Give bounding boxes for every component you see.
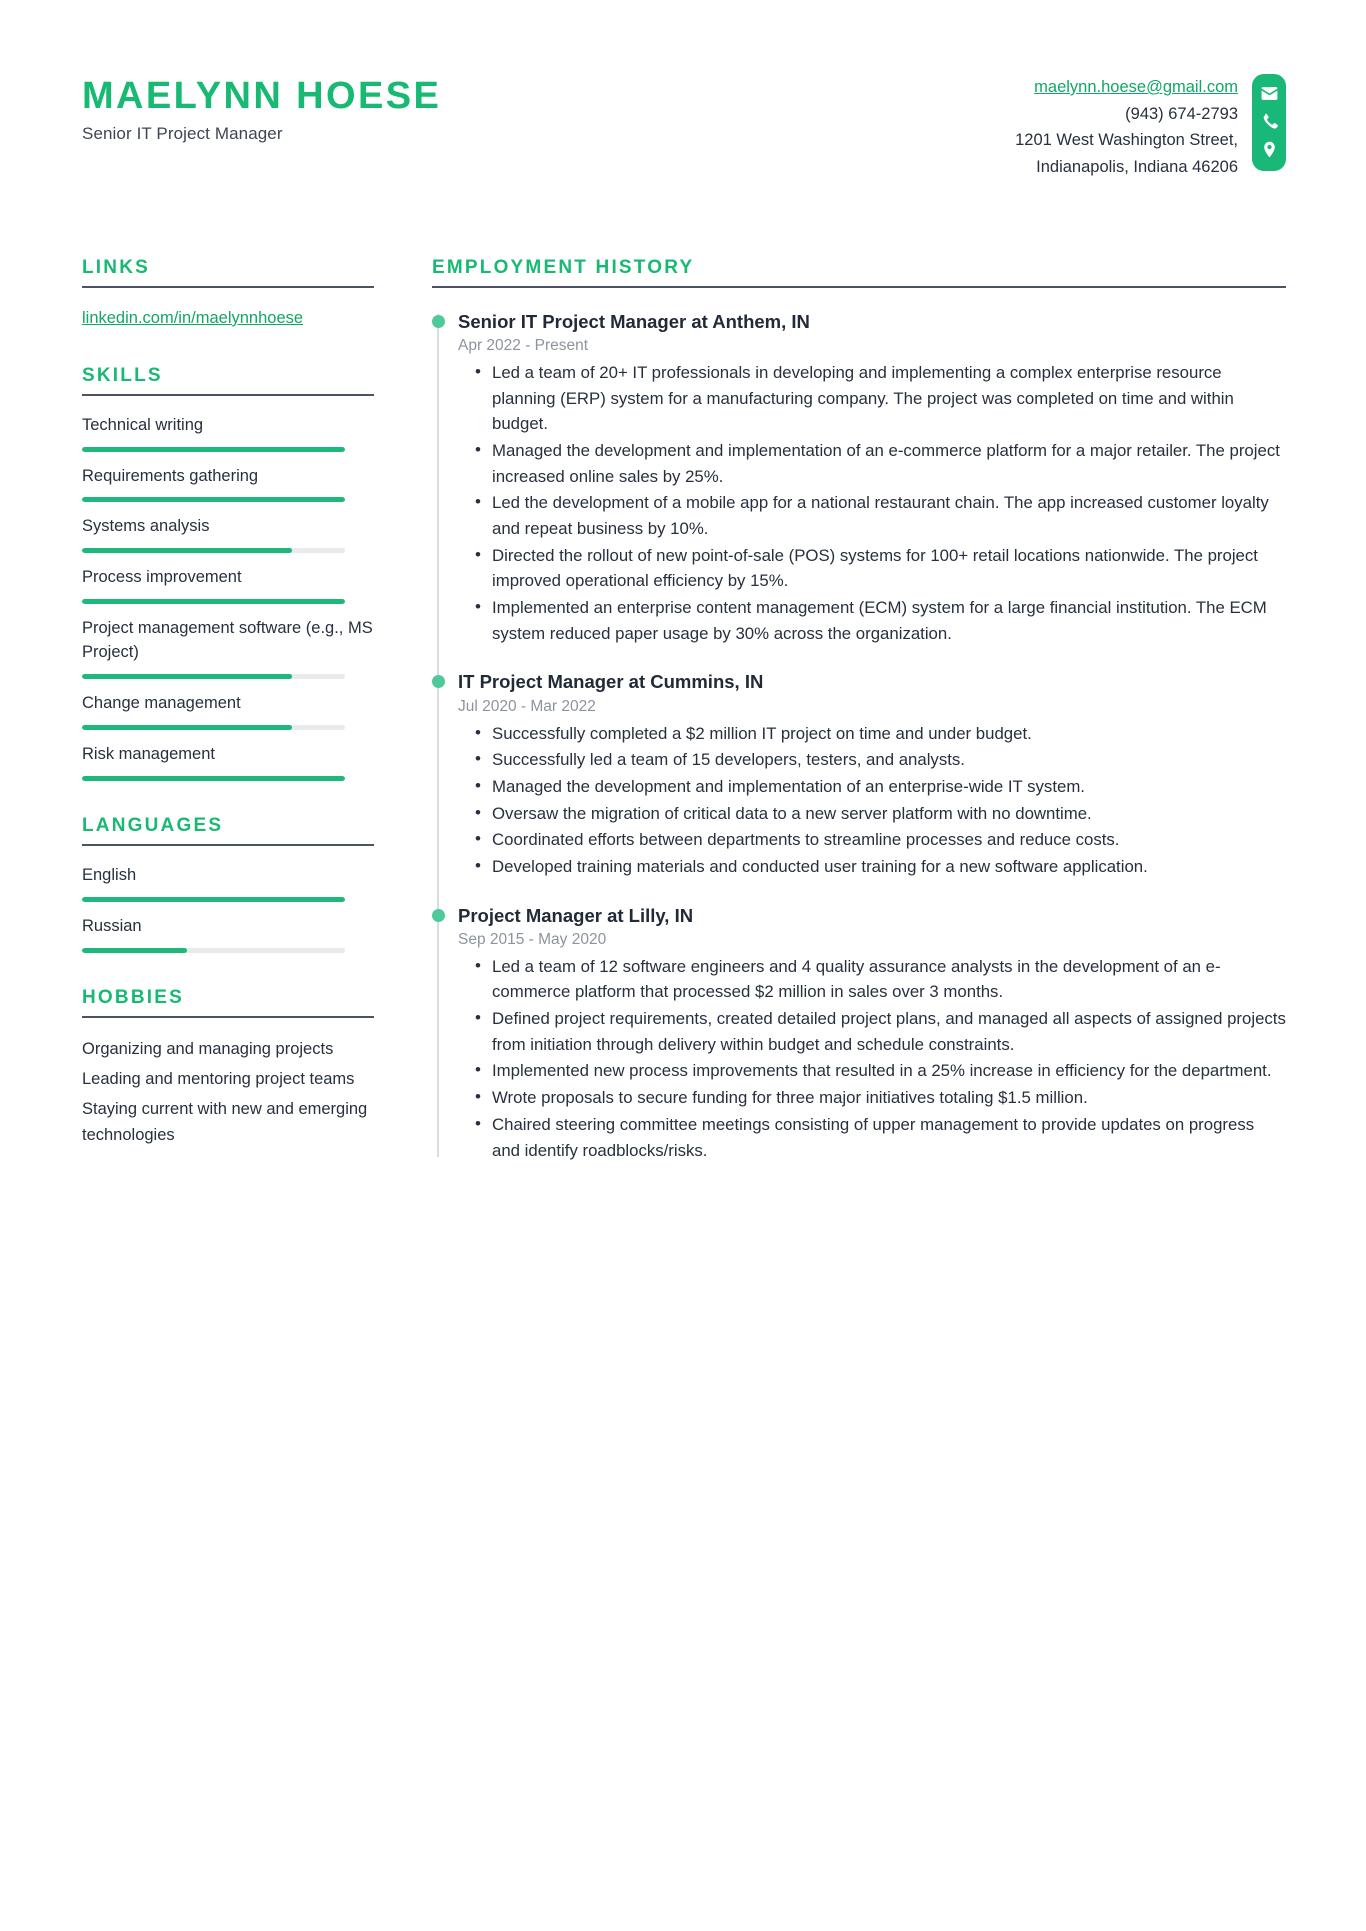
main-column	[374, 257, 1286, 1197]
hobbies-section-title: HOBBIES	[82, 986, 184, 1008]
job-entry	[458, 670, 1286, 879]
employment-timeline	[432, 310, 1286, 1163]
identity-block	[82, 58, 441, 144]
contact-icon-strip	[1252, 74, 1286, 171]
skill-level-bar	[82, 548, 345, 553]
job-heading: Senior IT Project Manager at Anthem, IN	[458, 310, 810, 332]
language-label: English	[82, 866, 137, 884]
language-level-fill	[82, 897, 345, 902]
link-item[interactable]: linkedin.com/in/maelynnhoese	[82, 308, 304, 327]
skill-label: Project management software (e.g., MS Project)	[82, 619, 373, 662]
skill-item	[82, 566, 374, 604]
skill-level-fill	[82, 548, 292, 553]
timeline-dot-icon	[432, 909, 445, 922]
job-bullet: • Implemented new process improvements that resulted in a 25% increase in efficiency for the department.	[492, 1058, 1286, 1084]
skill-label: Technical writing	[82, 415, 204, 434]
job-bullet: • Managed the development and implementation of an e-commerce platform for a major retailer. The project increased online sales by 25%.	[492, 438, 1286, 489]
sidebar	[82, 257, 374, 1182]
language-level-bar	[82, 897, 345, 902]
skill-level-fill	[82, 674, 292, 679]
job-bullet: • Successfully completed a $2 million IT project on time and under budget.	[492, 721, 1286, 747]
phone-icon	[1260, 112, 1279, 131]
skill-item	[82, 617, 374, 679]
skill-label: Risk management	[82, 745, 215, 764]
skill-level-fill	[82, 497, 345, 502]
job-bullet: • Defined project requirements, created detailed project plans, and managed all aspects of assigned projects from initiation through delivery within budget and schedule constraints.	[492, 1006, 1286, 1057]
job-bullet: • Directed the rollout of new point-of-sale (POS) systems for 100+ retail locations nationwide. The project improved operational efficiency by 15%.	[492, 543, 1286, 594]
skill-item	[82, 414, 374, 452]
timeline-dot-icon	[432, 675, 445, 688]
links-section-title: LINKS	[82, 256, 150, 278]
resume-body	[82, 257, 1286, 1197]
job-bullet: • Managed the development and implementation of an enterprise-wide IT system.	[492, 774, 1286, 800]
language-item	[82, 864, 374, 902]
skill-level-bar	[82, 725, 345, 730]
skill-level-bar	[82, 599, 345, 604]
language-item	[82, 915, 374, 953]
section-divider	[82, 394, 374, 396]
job-bullet-list	[458, 954, 1286, 1164]
hobby-item: Leading and mentoring project teams	[82, 1069, 355, 1088]
timeline-dot-icon	[432, 315, 445, 328]
skill-item	[82, 692, 374, 730]
skill-item	[82, 515, 374, 553]
skill-level-bar	[82, 447, 345, 452]
hobby-item: Organizing and managing projects	[82, 1039, 334, 1058]
job-dates: Jul 2020 - Mar 2022	[458, 697, 596, 715]
skill-level-bar	[82, 674, 345, 679]
job-bullet: • Coordinated efforts between departments to streamline processes and reduce costs.	[492, 827, 1286, 853]
skill-level-fill	[82, 599, 345, 604]
job-bullet-list	[458, 721, 1286, 880]
skill-label: Requirements gathering	[82, 466, 259, 485]
skill-level-fill	[82, 447, 345, 452]
contact-block	[1015, 58, 1286, 181]
address-line-2: Indianapolis, Indiana 46206	[1036, 158, 1238, 177]
links-list	[82, 306, 374, 331]
job-bullet: • Developed training materials and conducted user training for a new software application.	[492, 854, 1286, 880]
hobby-item: Staying current with new and emerging technologies	[82, 1099, 368, 1145]
page-title: MAELYNN HOESE	[82, 75, 442, 117]
skill-level-bar	[82, 497, 345, 502]
address-line-1: 1201 West Washington Street,	[1015, 131, 1238, 150]
job-bullet: • Led a team of 12 software engineers and 4 quality assurance analysts in the development of an e-commerce platform that processed $2 million in sales over 3 months.	[492, 954, 1286, 1005]
skill-item	[82, 743, 374, 781]
job-bullet: • Oversaw the migration of critical data to a new server platform with no downtime.	[492, 801, 1286, 827]
skills-section-title: SKILLS	[82, 364, 163, 386]
envelope-icon	[1260, 84, 1279, 103]
language-level-fill	[82, 948, 187, 953]
job-heading: Project Manager at Lilly, IN	[458, 904, 694, 926]
section-skills	[82, 365, 374, 781]
job-bullet: • Led a team of 20+ IT professionals in developing and implementing a complex enterprise resource planning (ERP) system for a manufacturing company. The project was completed on time and within budget.	[492, 360, 1286, 437]
job-bullet: • Wrote proposals to secure funding for three major initiatives totaling $1.5 million.	[492, 1085, 1286, 1111]
section-links	[82, 257, 374, 331]
section-divider	[432, 286, 1286, 288]
resume-header	[82, 58, 1286, 181]
job-bullet: • Chaired steering committee meetings consisting of upper management to provide updates on progress and identify roadblocks/risks.	[492, 1112, 1286, 1163]
job-entry	[458, 904, 1286, 1164]
skill-label: Systems analysis	[82, 517, 210, 536]
job-dates: Apr 2022 - Present	[458, 336, 589, 354]
skill-level-fill	[82, 776, 345, 781]
skill-level-fill	[82, 725, 292, 730]
contact-lines	[1015, 74, 1238, 181]
section-hobbies	[82, 987, 374, 1148]
location-pin-icon	[1260, 140, 1279, 159]
section-employment-history	[432, 257, 1286, 1163]
job-bullet: • Implemented an enterprise content management (ECM) system for a large financial institution. The ECM system reduced paper usage by 30% across the organization.	[492, 595, 1286, 646]
section-languages	[82, 815, 374, 953]
section-divider	[82, 844, 374, 846]
section-divider	[82, 1016, 374, 1018]
language-label: Russian	[82, 916, 142, 935]
section-divider	[82, 286, 374, 288]
language-level-bar	[82, 948, 345, 953]
job-bullet: • Led the development of a mobile app for a national restaurant chain. The app increased customer loyalty and repeat business by 10%.	[492, 490, 1286, 541]
email-link[interactable]: maelynn.hoese@gmail.com	[1034, 78, 1238, 96]
job-dates: Sep 2015 - May 2020	[458, 930, 607, 948]
job-heading: IT Project Manager at Cummins, IN	[458, 671, 764, 693]
job-bullet-list	[458, 360, 1286, 647]
skill-label: Change management	[82, 694, 241, 713]
skill-label: Process improvement	[82, 568, 242, 587]
employment-section-title: EMPLOYMENT HISTORY	[432, 256, 695, 278]
job-bullet: • Successfully led a team of 15 developers, testers, and analysts.	[492, 747, 1286, 773]
job-entry	[458, 310, 1286, 647]
job-title-subtitle: Senior IT Project Manager	[82, 123, 283, 143]
skill-level-bar	[82, 776, 345, 781]
languages-section-title: LANGUAGES	[82, 815, 224, 836]
phone-text: (943) 674-2793	[1125, 104, 1238, 123]
skill-item	[82, 465, 374, 503]
